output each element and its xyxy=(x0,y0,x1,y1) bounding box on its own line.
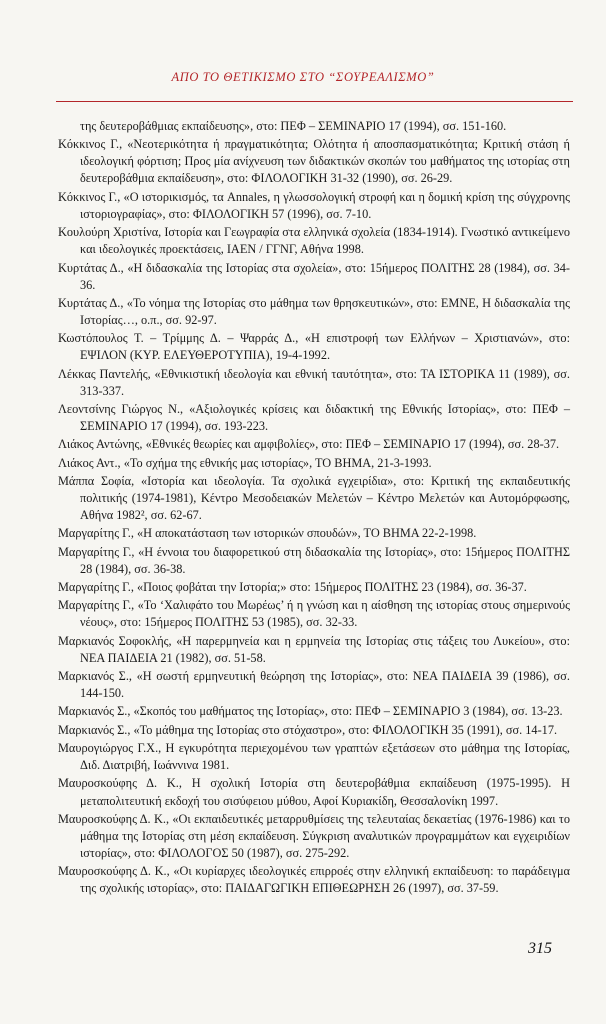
bibliography-entry: Μαρκιανός Σοφοκλής, «Η παρερμηνεία και η ερμηνεία της Ιστορίας στις τάξεις του Λυκείου», στο: ΝΕΑ ΠΑΙΔΕΙΑ 21 (1982), σσ. 51-58. xyxy=(58,633,570,665)
bibliography-entry: Λεοντσίνης Γιώργος Ν., «Αξιολογικές κρίσεις και διδακτική της Εθνικής Ιστορίας», στο: ΠΕΦ – ΣΕΜΙΝΑΡΙΟ 17 (1994), σσ. 193-223. xyxy=(58,402,570,434)
bibliography-entry: της δευτεροβάθμιας εκπαίδευσης», στο: ΠΕΦ – ΣΕΜΙΝΑΡΙΟ 17 (1994), σσ. 151-160. xyxy=(80,119,507,133)
bibliography-entry: Λιάκος Αντώνης, «Εθνικές θεωρίες και αμφιβολίες», στο: ΠΕΦ – ΣΕΜΙΝΑΡΙΟ 17 (1994), σσ. 28-37. xyxy=(58,437,560,452)
bibliography-entry: Μαυροσκούφης Δ. Κ., Η σχολική Ιστορία στη δευτεροβάθμια εκπαίδευση (1975-1995). Η μεταπολιτευτική εκδοχή του σισύφειου μύθου, Αφοί Κυριακίδη, Θεσσαλονίκη 1997. xyxy=(58,776,570,808)
bibliography-entry: Μαρκιανός Σ., «Η σωστή ερμηνευτική θεώρηση της Ιστορίας», στο: ΝΕΑ ΠΑΙΔΕΙΑ 39 (1986), σσ. 144-150. xyxy=(58,669,570,701)
bibliography-entry: Κωστόπουλος Τ. – Τρίμμης Δ. – Ψαρράς Δ., «Η επιστροφή των Ελλήνων – Χριστιανών», στο: ΕΨΙΛΟΝ (ΚΥΡ. ΕΛΕΥΘΕΡΟΤΥΠΙΑ), 19-4-1992. xyxy=(58,331,570,363)
bibliography-entry: Κυρτάτας Δ., «Η διδασκαλία της Ιστορίας στα σχολεία», στο: 15ήμερος ΠΟΛΙΤΗΣ 28 (1984), σσ. 34-36. xyxy=(58,260,570,292)
bibliography-entry: Λέκκας Παντελής, «Εθνικιστική ιδεολογία και εθνική ταυτότητα», στο: ΤΑ ΙΣΤΟΡΙΚΑ 11 (1989), σσ. 313-337. xyxy=(58,366,570,398)
bibliography-entry: Μαυρογιώργος Γ.Χ., Η εγκυρότητα περιεχομένου των γραπτών εξετάσεων στο μάθημα της Ιστορίας, Διδ. Διατριβή, Ιωάννινα 1981. xyxy=(58,741,570,773)
bibliography-entry: Μαυροσκούφης Δ. Κ., «Οι εκπαιδευτικές μεταρρυθμίσεις της τελευταίας δεκαετίας (1976-1986) και το μάθημα της Ιστορίας στη μέση εκπαίδευση. Σύγκριση αναλυτικών προγραμμάτων και εγχειριδίων ιστορίας», στο: ΦΙΛΟΛΟΓΟΣ 50 (1987), σσ. 275-292. xyxy=(58,811,570,860)
bibliography-entry: Μαρκιανός Σ., «Το μάθημα της Ιστορίας στο στόχαστρο», στο: ΦΙΛΟΛΟΓΙΚΗ 35 (1991), σσ. 14-17. xyxy=(58,722,558,737)
header-rule xyxy=(56,101,573,102)
bibliography-entry: Κόκκινος Γ., «Ο ιστορικισμός, τα Annales, η γλωσσολογική στροφή και η δομική κρίση της σύγχρονης ιστοριογραφίας», στο: ΦΙΛΟΛΟΓΙΚΗ 57 (1996), σσ. 7-10. xyxy=(58,189,570,221)
bibliography-entry: Κυρτάτας Δ., «Το νόημα της Ιστορίας στο μάθημα των θρησκευτικών», στο: ΕΜΝΕ, Η διδασκαλία της Ιστορίας…, ο.π., σσ. 92-97. xyxy=(58,295,570,327)
bibliography-list xyxy=(58,118,570,899)
bibliography-entry: Μαργαρίτης Γ., «Ποιος φοβάται την Ιστορία;» στο: 15ήμερος ΠΟΛΙΤΗΣ 23 (1984), σσ. 36-37. xyxy=(58,580,527,595)
bibliography-entry: Μαυροσκούφης Δ. Κ., «Οι κυρίαρχες ιδεολογικές επιρροές στην ελληνική εκπαίδευση: το παράδειγμα της σχολικής ιστορίας», στο: ΠΑΙΔΑΓΩΓΙΚΗ ΕΠΙΘΕΩΡΗΣΗ 26 (1997), σσ. 37-59. xyxy=(58,864,570,896)
bibliography-entry: Μαργαρίτης Γ., «Η έννοια του διαφορετικού στη διδασκαλία της Ιστορίας», στο: 15ήμερος ΠΟΛΙΤΗΣ 28 (1984), σσ. 36-38. xyxy=(58,544,570,576)
bibliography-entry: Κουλούρη Χριστίνα, Ιστορία και Γεωγραφία στα ελληνικά σχολεία (1834-1914). Γνωστικό αντικείμενο και ιδεολογικές προεκτάσεις, ΙΑΕΝ / ΓΓΝΓ, Αθήνα 1998. xyxy=(58,225,570,257)
bibliography-entry: Μαρκιανός Σ., «Σκοπός του μαθήματος της Ιστορίας», στο: ΠΕΦ – ΣΕΜΙΝΑΡΙΟ 3 (1984), σσ. 13-23. xyxy=(58,704,563,719)
bibliography-entry: Λιάκος Αντ., «Το σχήμα της εθνικής μας ιστορίας», ΤΟ ΒΗΜΑ, 21-3-1993. xyxy=(58,455,432,470)
bibliography-entry: Μαργαρίτης Γ., «Το ‘Χαλιφάτο του Μωρέως’ ή η γνώση και η αίσθηση της ιστορίας στους σημερινούς νέους», στο: 15ήμερος ΠΟΛΙΤΗΣ 53 (1985), σσ. 32-33. xyxy=(58,598,570,630)
bibliography-entry: Κόκκινος Γ., «Νεοτερικότητα ή πραγματικότητα; Ολότητα ή αποσπασματικότητα; Κριτική στάση ή ιδεολογική φόρτιση; Προς μία ανίχνευση των διδακτικών σκοπών του μαθήματος της ιστορίας στη δευτεροβάθμια εκπαίδευση», στο: ΦΙΛΟΛΟΓΙΚΗ 31-32 (1990), σσ. 26-29. xyxy=(58,137,570,186)
page-number: 315 xyxy=(528,940,552,957)
bibliography-entry: Μάππα Σοφία, «Ιστορία και ιδεολογία. Τα σχολικά εγχειρίδια», στο: Κριτική της εκπαιδευτικής πολιτικής (1974-1981), Κέντρο Μεσοδειακών Μελετών – Κέντρο Μελετών και Αυτομόρφωσης, Αθήνα 1982², σσ. 62-67. xyxy=(58,473,570,523)
running-head: ΑΠΟ ΤΟ ΘΕΤΙΚΙΣΜΟ ΣΤΟ “ΣΟΥΡΕΑΛΙΣΜΟ” xyxy=(171,70,435,84)
bibliography-entry: Μαργαρίτης Γ., «Η αποκατάσταση των ιστορικών σπουδών», ΤΟ ΒΗΜΑ 22-2-1998. xyxy=(58,526,477,541)
